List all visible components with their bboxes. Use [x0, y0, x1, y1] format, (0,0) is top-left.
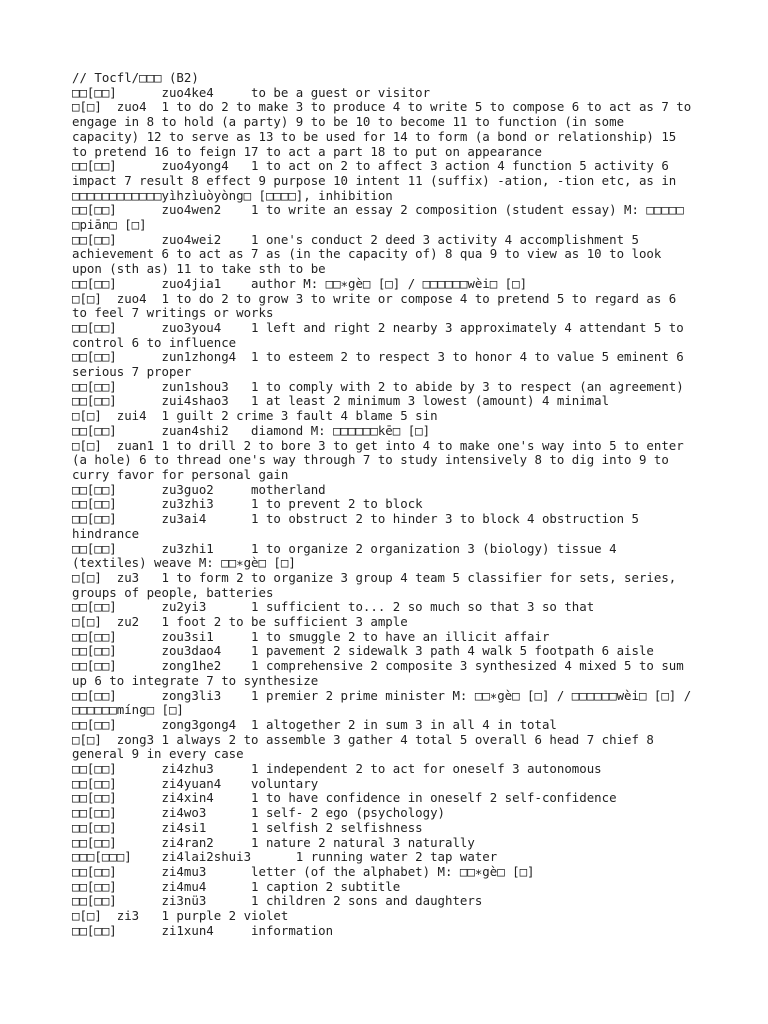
dictionary-entry: □□[□□] zong3li3 1 premier 2 prime minister M: □□∗gè□ [□] / □□□□□□wèi□ [□] / □□□□□□míng□ [□] [72, 687, 699, 718]
dictionary-entry: □□[□□] zu2yi3 1 sufficient to... 2 so much so that 3 so that [72, 599, 595, 615]
document-page [72, 70, 699, 938]
dictionary-entry: □[□] zong3 1 always 2 to assemble 3 gather 4 total 5 overall 6 head 7 chief 8 general 9 in every case [72, 731, 662, 762]
dictionary-entry: □□[□□] zi4mu3 letter (of the alphabet) M: □□∗gè□ [□] [72, 863, 535, 879]
dictionary-entry: □□[□□] zou3si1 1 to smuggle 2 to have an illicit affair [72, 628, 550, 644]
dictionary-entry: □□[□□] zuo4jia1 author M: □□∗gè□ [□] / □□□□□□wèi□ [□] [72, 275, 528, 291]
dictionary-entry: □□[□□] zi4si1 1 selfish 2 selfishness [72, 819, 423, 835]
dictionary-entry: □□[□□] zuo3you4 1 left and right 2 nearby 3 approximately 4 attendant 5 to control 6 to influence [72, 319, 692, 350]
dictionary-entry: □□[□□] zi4xin4 1 to have confidence in oneself 2 self-confidence [72, 790, 617, 806]
dictionary-entry: □□[□□] zui4shao3 1 at least 2 minimum 3 lowest (amount) 4 minimal [72, 393, 610, 409]
dictionary-entry: □[□] zu3 1 to form 2 to organize 3 group 4 team 5 classifier for sets, series, groups of people, batteries [72, 569, 684, 600]
dictionary-entry: □□[□□] zuo4wei2 1 one's conduct 2 deed 3 activity 4 accomplishment 5 achievement 6 to act as 7 as (in the capacity of) 8 qua 9 to view as 10 to look upon (sth as) 11 to take sth to be [72, 231, 669, 277]
dictionary-entry: □□[□□] zi4ran2 1 nature 2 natural 3 naturally [72, 834, 475, 850]
dictionary-entry: □□[□□] zuo4ke4 to be a guest or visitor [72, 84, 431, 100]
dictionary-entry: □[□] zuan1 1 to drill 2 to bore 3 to get into 4 to make one's way into 5 to enter (a hole) 6 to thread one's way through 7 to study intensively 8 to dig into 9 to curry favor for personal gain [72, 437, 692, 482]
dictionary-entry: □□[□□] zi4yuan4 voluntary [72, 775, 319, 791]
dictionary-entry: □□[□□] zong1he2 1 comprehensive 2 composite 3 synthesized 4 mixed 5 to sum up 6 to integrate 7 to synthesize [72, 658, 692, 688]
dictionary-entry: □□[□□] zi3nü3 1 children 2 sons and daughters [72, 893, 483, 909]
dictionary-entry: □□[□□] zou3dao4 1 pavement 2 sidewalk 3 path 4 walk 5 footpath 6 aisle [72, 643, 654, 659]
dictionary-entry: □□[□□] zun1zhong4 1 to esteem 2 to respect 3 to honor 4 to value 5 eminent 6 serious 7 proper [72, 349, 692, 380]
dictionary-entry: □[□] zuo4 1 to do 2 to make 3 to produce 4 to write 5 to compose 6 to act as 7 to engage in 8 to hold (a party) 9 to be 10 to become 11 to function (in some capacity) 12 to serve as 13 to be used for 14 to form (a bond or relationship) 15 to pretend 16 to feign 17 to act a part 18 to put on appearance [72, 99, 699, 159]
document-header: // Tocfl/□□□ (B2) [72, 70, 199, 85]
dictionary-entry: □[□] zuo4 1 to do 2 to grow 3 to write or compose 4 to pretend 5 to regard as 6 to feel 7 writings or works [72, 290, 684, 321]
dictionary-entry: □□[□□] zi4zhu3 1 independent 2 to act for oneself 3 autonomous [72, 761, 602, 777]
dictionary-entry: □□[□□] zong3gong4 1 altogether 2 in sum 3 in all 4 in total [72, 716, 557, 732]
dictionary-entry: □[□] zu2 1 foot 2 to be sufficient 3 ample [72, 614, 408, 630]
dictionary-entry: □□[□□] zi4mu4 1 caption 2 subtitle [72, 878, 401, 894]
dictionary-entry: □□[□□] zi4wo3 1 self- 2 ego (psychology) [72, 805, 445, 821]
dictionary-entry: □[□] zi3 1 purple 2 violet [72, 908, 289, 924]
dictionary-entry: □□[□□] zi1xun4 information [72, 922, 334, 938]
dictionary-entry: □□[□□] zu3zhi3 1 to prevent 2 to block [72, 496, 423, 512]
dictionary-entry: □□[□□] zuan4shi2 diamond M: □□□□□□kē□ [□] [72, 422, 431, 438]
dictionary-entry: □□[□□] zun1shou3 1 to comply with 2 to abide by 3 to respect (an agreement) [72, 378, 684, 394]
dictionary-entry: □□□[□□□] zi4lai2shui3 1 running water 2 tap water [72, 849, 498, 865]
dictionary-entry: □□[□□] zu3ai4 1 to obstruct 2 to hinder 3 to block 4 obstruction 5 hindrance [72, 511, 647, 541]
dictionary-entry: □□[□□] zuo4wen2 1 to write an essay 2 composition (student essay) M: □□□□□ □piān□ [□] [72, 202, 692, 233]
dictionary-entry: □□[□□] zuo4yong4 1 to act on 2 to affect 3 action 4 function 5 activity 6 impact 7 result 8 effect 9 purpose 10 intent 11 (suffix) -ation, -tion etc, as in □□□□□□□□□□□□yìhzìuòyòng□ [□□□□], inhibition [72, 158, 684, 203]
dictionary-entry: □□[□□] zu3zhi1 1 to organize 2 organization 3 (biology) tissue 4 (textiles) weave M: □□∗gè□ [□] [72, 540, 625, 571]
dictionary-entry: □[□] zui4 1 guilt 2 crime 3 fault 4 blame 5 sin [72, 408, 438, 424]
dictionary-entry: □□[□□] zu3guo2 motherland [72, 481, 326, 497]
